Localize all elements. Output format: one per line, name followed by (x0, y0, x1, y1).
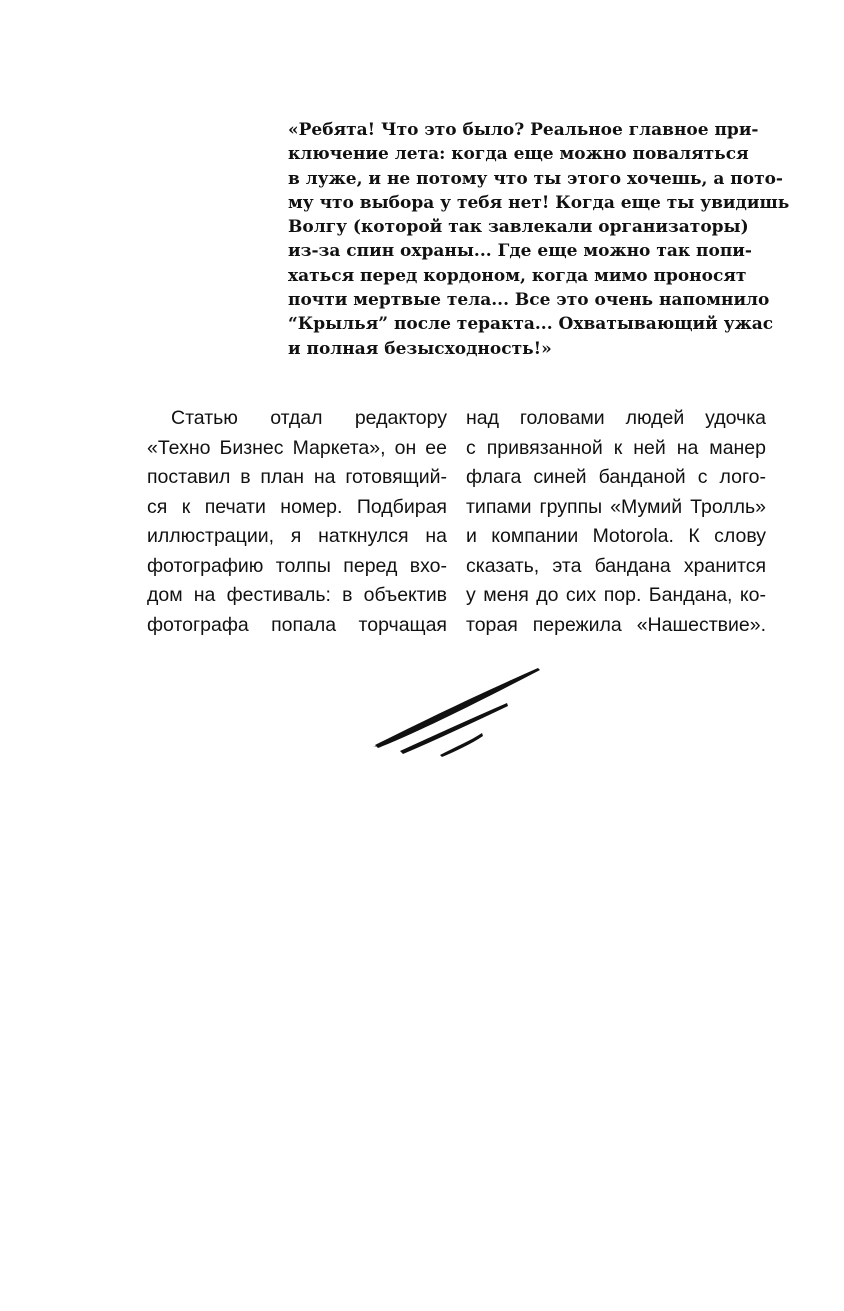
body-line: сказать, эта бандана хранится (466, 554, 766, 577)
quote-line: ключение лета: когда еще можно поваляться (288, 144, 749, 165)
body-line: и компании Motorola. К слову (466, 525, 766, 547)
body-line: Статью отдал редактору (171, 407, 447, 429)
quote-line: Волгу (которой так завлекали организаторы) (288, 217, 749, 238)
body-line: «Техно Бизнес Маркета», он ее (147, 436, 447, 459)
quote-line: из-за спин охраны... Где еще можно так попи- (288, 241, 752, 262)
quote-block (288, 118, 790, 361)
body-column-right (466, 404, 766, 640)
quote-line: почти мертвые тела... Все это очень напомнило (288, 290, 770, 311)
quote-line: “Крылья” после теракта... Охватывающий ужас (288, 314, 774, 335)
quote-line: «Ребята! Что это было? Реальное главное при- (288, 120, 759, 140)
body-line: с привязанной к ней на манер (466, 436, 766, 459)
body-line: типами группы «Мумий Тролль» (466, 495, 766, 518)
body-line: флага синей банданой с лого- (466, 466, 766, 488)
body-line: у меня до сих пор. Бандана, ко- (466, 584, 766, 606)
body-column-left (147, 404, 447, 640)
brush-stroke-separator-icon (370, 663, 545, 758)
quote-line: в луже, и не потому что ты этого хочешь, а пото- (288, 168, 783, 189)
body-line: ся к печати номер. Подбирая (147, 495, 447, 518)
body-line: иллюстрации, я наткнулся на (147, 525, 447, 547)
body-line: дом на фестиваль: в объектив (147, 584, 447, 606)
body-line: фотографа попала торчащая (147, 613, 447, 636)
quote-line: му что выбора у тебя нет! Когда еще ты увидишь (288, 192, 790, 213)
body-line: фотографию толпы перед вхо- (147, 554, 447, 577)
body-line: над головами людей удочка (466, 407, 766, 429)
body-line: торая пережила «Нашествие». (466, 613, 766, 636)
quote-line: хаться перед кордоном, когда мимо проносят (288, 265, 747, 286)
body-line: поставил в план на готовящий- (147, 466, 447, 488)
quote-line: и полная безысходность!» (288, 338, 552, 359)
